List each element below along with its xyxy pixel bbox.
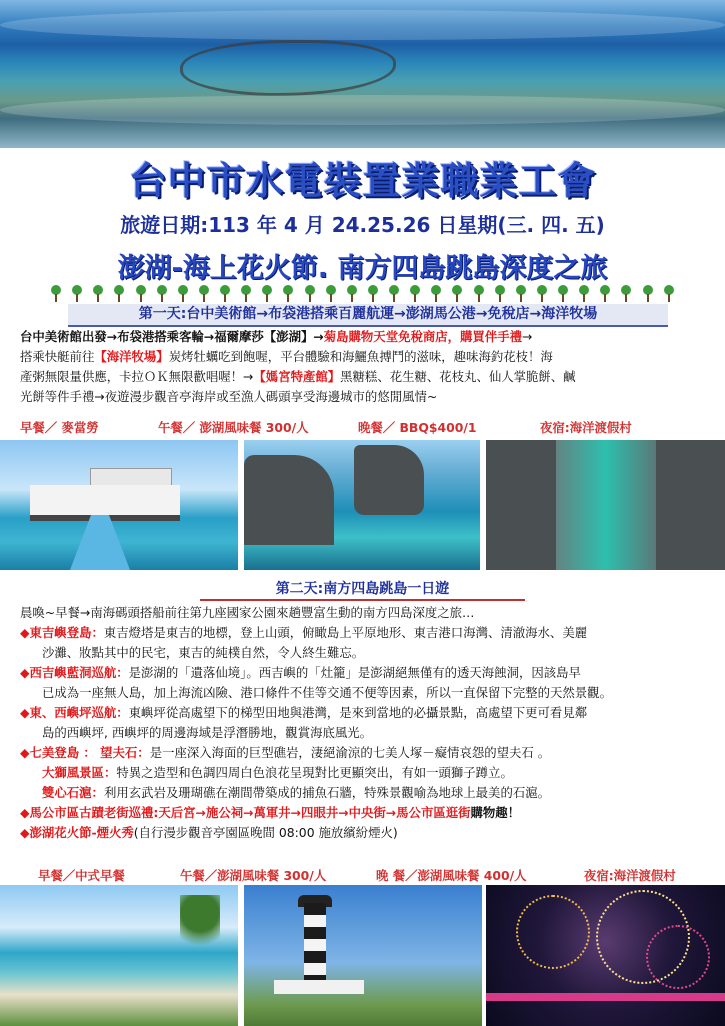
dinner-label: 晚餐／ BBQ$400/1 xyxy=(358,420,477,435)
west-ji-title: ◆西吉嶼藍洞巡航： xyxy=(20,665,129,680)
day1-line xyxy=(20,367,710,387)
west-ji-text: 是澎湖的「遺落仙境」。西吉嶼的「灶籠」是澎湖絕無僅有的透天海蝕洞，因該島早 xyxy=(128,665,581,680)
day1-line: 光餅等件手禮→夜遊漫步觀音亭海岸或至漁人碼頭享受海邊城市的悠閒風情~ xyxy=(20,389,438,404)
yuping-title: ◆東、西嶼坪巡航： xyxy=(20,705,129,720)
lion-title: 大獅風景區： xyxy=(42,765,117,780)
tree-icon xyxy=(578,285,590,303)
blue-walkway xyxy=(70,515,130,570)
east-ji-text: 東吉燈塔是東吉的地標，登上山頭，俯瞰島上平原地形、東吉港口海灣、清澈海水、美麗 xyxy=(103,625,588,640)
sea-wave xyxy=(0,95,725,125)
tree-icon xyxy=(346,285,358,303)
qimei-text: 是一座深入海面的巨型礁岩，淒絕渝涼的七美人塚－癡情哀怨的望夫石 。 xyxy=(149,745,551,760)
east-ji-cont: 沙灘、妝點其中的民宅，東吉的純樸自然，令人終生難忘。 xyxy=(42,645,365,660)
firework-burst xyxy=(516,895,590,969)
yuping-cont: 島的西嶼坪, 西嶼坪的周邊海域是浮潛勝地，觀賞海底風光。 xyxy=(42,725,373,740)
yuping-line xyxy=(20,703,710,723)
basalt-island-photo xyxy=(244,440,480,570)
day1-text: 黑糖糕、花生糖、花枝丸、仙人掌脆餅、鹹 xyxy=(340,369,576,384)
magong-tail: 購物趣！ xyxy=(470,805,521,820)
day1-meals xyxy=(20,418,710,438)
blue-cave-photo xyxy=(486,440,725,570)
tree-icon xyxy=(219,285,231,303)
tree-icon xyxy=(113,285,125,303)
heart-text: 利用玄武岩及珊瑚礁在潮間帶築成的捕魚石牆，特殊景觀喻為地球上最美的石滬。 xyxy=(103,785,551,800)
tree-icon xyxy=(451,285,463,303)
day1-line xyxy=(20,327,710,347)
tree-icon xyxy=(620,285,632,303)
tree-icon xyxy=(536,285,548,303)
tree-icon xyxy=(430,285,442,303)
tree-icon xyxy=(473,285,485,303)
union-name: 台中市水電裝置業職業工會 xyxy=(128,159,597,203)
east-ji-line xyxy=(20,623,710,643)
ocean-ranch-highlight: 【海洋牧場】 xyxy=(94,349,169,364)
tree-icon xyxy=(198,285,210,303)
dongji-lighthouse-photo xyxy=(244,885,482,1026)
tree-icon xyxy=(663,285,675,303)
day1-text: 產粥無限量供應，卡拉ＯＫ無限歡唱喔！→ xyxy=(20,369,254,384)
fireworks-tail: (自行漫步觀音亭園區晚間 08:00 施放繽紛煙火) xyxy=(133,825,398,840)
tree-icon xyxy=(177,285,189,303)
duty-free-highlight: 菊島購物天堂免稅商店，購買伴手禮 xyxy=(323,329,522,344)
east-ji-title: ◆東吉嶼登島： xyxy=(20,625,104,640)
tour-title: 澎湖-海上花火節. 南方四島跳島深度之旅 xyxy=(117,253,608,284)
day1-heading: 第一天:台中美術館→布袋港搭乘百麗航運→澎湖馬公港→免稅店→海洋牧場 xyxy=(68,304,668,327)
tree-icon xyxy=(388,285,400,303)
beach-coast-photo xyxy=(0,885,238,1026)
tree-icon xyxy=(261,285,273,303)
palm-tree xyxy=(180,895,220,955)
lunch-label: 午餐／ 澎湖風味餐 300/人 xyxy=(158,420,309,435)
yuping-text: 東嶼坪從高處望下的梯型田地與港灣，是來到當地的必攝景點，高處望下更可看見鄰 xyxy=(128,705,588,720)
tree-divider xyxy=(50,285,675,303)
cave-wall xyxy=(486,440,556,570)
cave-wall xyxy=(656,440,725,570)
basalt-column xyxy=(354,445,424,515)
west-ji-cont: 已成為一座無人島，加上海流凶險、港口條件不佳等交通不便等因素，所以一直保留下完整的天然景觀。 xyxy=(42,685,612,700)
firework-burst xyxy=(646,925,710,989)
heart-line xyxy=(20,783,710,803)
hero-coast-photo xyxy=(0,0,725,148)
tree-icon xyxy=(282,285,294,303)
lion-line xyxy=(20,763,710,783)
west-ji-line xyxy=(20,663,710,683)
fireworks-title: ◆澎湖花火節-煙火秀 xyxy=(20,825,134,840)
qimei-title: ◆七美登島 ： 望夫石： xyxy=(20,745,150,760)
day2-meals xyxy=(20,866,710,886)
tree-icon xyxy=(557,285,569,303)
hotel-label: 夜宿:海洋渡假村 xyxy=(540,420,632,435)
lion-text: 特異之造型和色調四周白色浪花呈現對比更顯突出，有如一頭獅子蹲立。 xyxy=(116,765,513,780)
day1-text: 炭烤牡蠣吃到飽喔，平台體驗和海鱺魚搏鬥的滋味，趣味海釣花枝！海 xyxy=(168,349,553,364)
lighthouse-tower xyxy=(304,903,326,983)
lighthouse-base xyxy=(274,980,364,994)
tree-icon xyxy=(642,285,654,303)
day2-intro: 晨喚~早餐→南海碼頭搭船前往第九座國家公園來趟豐富生動的南方四島深度之旅… xyxy=(20,605,475,620)
qimei-line xyxy=(20,743,710,763)
lunch-label: 午餐／澎湖風味餐 300/人 xyxy=(180,868,327,883)
tree-icon xyxy=(409,285,421,303)
magong-line xyxy=(20,803,710,823)
day2-heading: 第二天:南方四島跳島一日遊 xyxy=(200,579,525,601)
tree-icon xyxy=(92,285,104,303)
day1-itinerary xyxy=(20,327,710,407)
ocean-ranch-photo xyxy=(0,440,238,570)
day1-route: 台中美術館出發→布袋港搭乘客輪→福爾摩莎【澎湖】→ xyxy=(20,329,324,344)
tree-icon xyxy=(325,285,337,303)
travel-date: 旅遊日期:113 年 4 月 24.25.26 日星期(三. 四. 五) xyxy=(120,213,605,237)
tree-icon xyxy=(240,285,252,303)
specialty-shop-highlight: 【媽宮特產館】 xyxy=(253,369,341,384)
tree-icon xyxy=(71,285,83,303)
fireworks-photo xyxy=(486,885,725,1026)
tree-icon xyxy=(494,285,506,303)
arrow-text: → xyxy=(522,329,533,344)
tree-icon xyxy=(50,285,62,303)
magong-title: ◆馬公市區古蹟老街巡禮:天后宮→施公祠→萬軍井→四眼井→中央街→馬公市區逛街 xyxy=(20,805,471,820)
sea-wave xyxy=(0,10,725,40)
day1-line xyxy=(20,347,710,367)
breakfast-label: 早餐／ 麥當勞 xyxy=(20,420,99,435)
day1-text: 搭乘快艇前往 xyxy=(20,349,95,364)
dinner-label: 晚 餐／澎湖風味餐 400/人 xyxy=(376,868,527,883)
tree-icon xyxy=(135,285,147,303)
tree-icon xyxy=(515,285,527,303)
heart-title: 雙心石滬： xyxy=(42,785,104,800)
day2-itinerary xyxy=(20,603,710,843)
tree-icon xyxy=(304,285,316,303)
rainbow-bridge xyxy=(486,993,725,1001)
tree-icon xyxy=(599,285,611,303)
double-heart-stone-weir xyxy=(180,40,396,96)
tree-icon xyxy=(156,285,168,303)
fireworks-line xyxy=(20,823,710,843)
tree-icon xyxy=(367,285,379,303)
hotel-label: 夜宿:海洋渡假村 xyxy=(584,868,676,883)
basalt-cliff xyxy=(244,455,334,545)
breakfast-label: 早餐／中式早餐 xyxy=(38,868,125,883)
